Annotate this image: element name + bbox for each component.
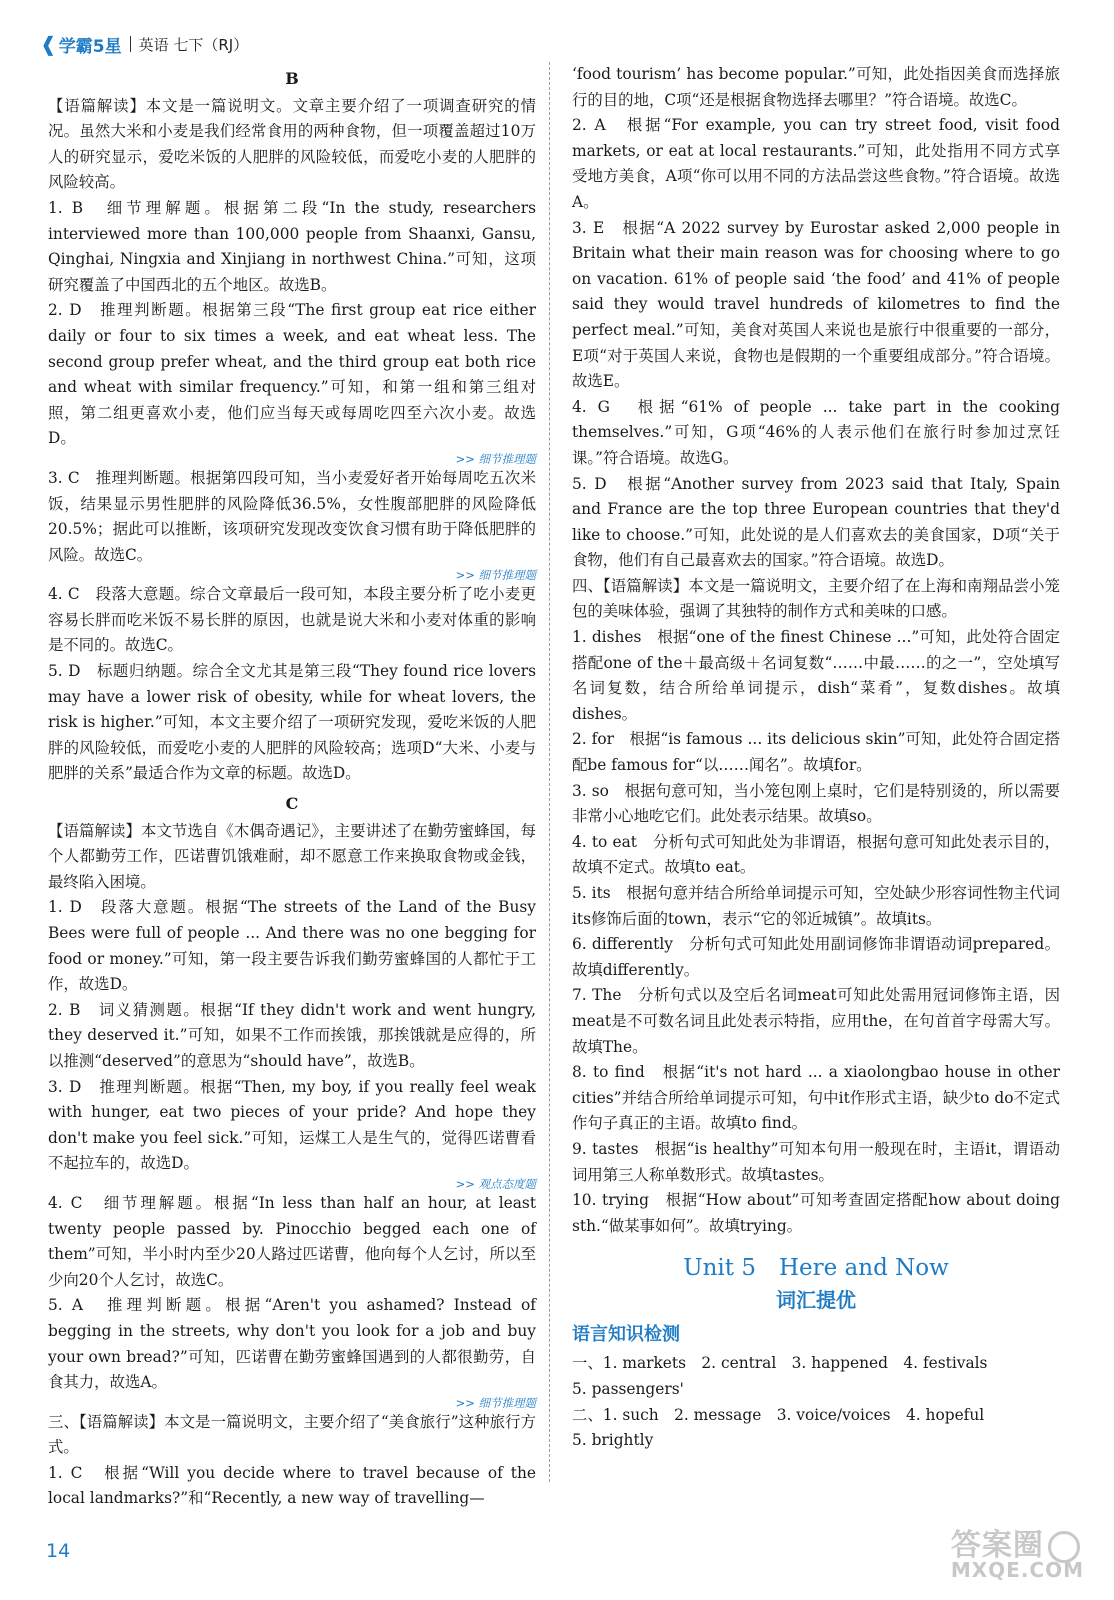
answer-paragraph: 6. differently 分析句式可知此处用副词修饰非谓语动词prepared。故填differently。 (572, 935, 1060, 979)
answer-paragraph: 四、【语篇解读】本文是一篇说明文，主要介绍了在上海和南翔品尝小笼包的美味体验，强调了其独特的制作方式和美味的口感。 (572, 576, 1060, 621)
section-title: B (285, 69, 299, 88)
unit-subtitle: 词汇提优 (776, 1288, 856, 1313)
answer-paragraph: 3. D 推理判断题。根据“Then, my boy, if you really feel weak with hunger, eat two pieces of your pride? And hope they don't make you feel sick.”可知，运煤工人是生气的，觉得匹诺曹看不起拉车的，故选D。 (48, 1077, 536, 1173)
header-separator (130, 36, 131, 52)
answer-paragraph: 9. tastes 根据“is healthy”可知本句用一般现在时，主语it，谓语动词用第三人称单数形式。故填tastes。 (572, 1139, 1060, 1184)
brand-name: 学霸5星 (58, 36, 122, 57)
answer-paragraph: 2. B 词义猜测题。根据“If they didn't work and went hungry, they deserved it.”可知，如果不工作而挨饿，那挨饿就是应得的，所以推测“deserved”的意思为“should have”，故选B。 (48, 1000, 536, 1070)
answer-paragraph: 1. C 根据“Will you decide where to travel because of the local landmarks?”和“Recently, a new way of travelling— (48, 1463, 536, 1508)
answer-paragraph: 4. C 段落大意题。综合文章最后一段可知，本段主要分析了吃小麦更容易长胖而吃米饭不易长胖的原因，也就是说大米和小麦对体重的影响是不同的。故选C。 (48, 585, 536, 655)
answer-paragraph: 3. so 根据句意可知，当小笼包刚上桌时，它们是特别烫的，所以需要非常小心地吃它们。此处表示结果。故填so。 (572, 781, 1060, 826)
answer-paragraph: 1. D 段落大意题。根据“The streets of the Land of the Busy Bees were full of people ... And there was no one begging for food or money.”可知，第一段主要告诉我们勤劳蜜蜂国的人都忙于工作，故选D。 (48, 898, 536, 994)
answer-paragraph: 8. to find 根据“it's not hard ... a xiaolongbao house in other cities”并结合所给单词提示可知，句中it作形式主语，缺少to do不定式作句子真正的主语。故填to find。 (572, 1063, 1060, 1133)
answer-paragraph: 5. brightly (572, 1431, 654, 1450)
question-type-tag: >> 细节推理题 (455, 1395, 536, 1410)
page-number: 14 (46, 1540, 71, 1562)
answer-paragraph: 2. for 根据“is famous ... its delicious skin”可知，此处符合固定搭配be famous for“以……闻名”。故填for。 (572, 730, 1060, 775)
question-type-tag: >> 细节推理题 (455, 568, 536, 583)
answer-paragraph: 1. dishes 根据“one of the finest Chinese ...”可知，此处符合固定搭配one of the＋最高级＋名词复数“……中最……的之一”，空处填写名词复数，结合所给单词提示，dish“菜肴”，复数dishes。故填dishes。 (572, 628, 1060, 723)
answer-paragraph: 5. D 标题归纳题。综合全文尤其是第三段“They found rice lovers may have a lower risk of obesity, while for wheat lovers, the risk is higher.”可知，本文主要介绍了一项研究发现，爱吃米饭的人肥胖的风险较低，而爱吃小麦的人肥胖的风险较高；选项D“大米、小麦与肥胖的关系”最适合作为文章的标题。故选D。 (48, 662, 536, 783)
answer-paragraph: 【语篇解读】本文是一篇说明文。文章主要介绍了一项调查研究的情况。虽然大米和小麦是我们经常食用的两种食物，但一项覆盖超过10万人的研究显示，爱吃米饭的人肥胖的风险较低，而爱吃小麦的人肥胖的风险较高。 (48, 96, 536, 192)
answer-paragraph: 4. G 根据“61% of people ... take part in the cooking themselves.”可知，G项“46%的人表示他们在旅行时参加过烹饪课。”符合语境。故选G。 (572, 397, 1060, 467)
block-heading: 语言知识检测 (572, 1324, 680, 1346)
answer-paragraph: 2. A 根据“For example, you can try street food, visit food markets, or eat at local restaurants.”可知，此处指用不同方式享受地方美食，A项“你可以用不同的方法品尝这些食物。”符合语境。故选A。 (572, 116, 1060, 211)
answer-paragraph: 5. A 推理判断题。根据“Aren't you ashamed? Instead of begging in the streets, why don't you look for a job and buy your own bread?”可知，匹诺曹在勤劳蜜蜂国遇到的人都很勤劳，自食其力，故选A。 (48, 1296, 536, 1392)
answer-paragraph: 5. its 根据句意并结合所给单词提示可知，空处缺少形容词性物主代词its修饰后面的town，表示“它的邻近城镇”。故填its。 (572, 884, 1060, 928)
answer-paragraph: 4. C 细节理解题。根据“In less than half an hour, at least twenty people passed by. Pinocchio begged each one of them”可知，半小时内至少20人路过匹诺曹，他向每个人乞讨，所以至少向20个人乞讨，故选C。 (48, 1193, 537, 1289)
answer-paragraph: 2. D 推理判断题。根据第三段“The first group eat rice either daily or four to six times a week, and eat wheat less. The second group prefer wheat, and the third group eat both rice and wheat with similar frequency.”可知，和第一组和第三组对照，第二组更喜欢小麦，他们应当每天或每周吃四至六次小麦。故选D。 (48, 301, 536, 448)
answer-paragraph: 10. trying 根据“How about”可知考查固定搭配how about doing sth.“做某事如何”。故填trying。 (572, 1191, 1060, 1235)
answer-paragraph: 3. E 根据“A 2022 survey by Eurostar asked 2,000 people in Britain what their main reason was for choosing where to go on vacation. 61% of people said ‘the food’ and 41% of people said they would travel hundreds of kilometres to find the perfect meal.”可知，美食对英国人来说也是旅行中很重要的一部分，E项“对于英国人来说，食物也是假期的一个重要组成部分。”符合语境。故选E。 (572, 218, 1060, 391)
left-column (48, 62, 536, 1512)
right-column (572, 62, 1060, 1454)
watermark (951, 1520, 1084, 1582)
brand-logo (40, 32, 122, 57)
question-type-tag: >> 观点态度题 (455, 1176, 536, 1191)
unit-title: Unit 5 Here and Now (683, 1255, 949, 1282)
answer-paragraph: 一、1. markets 2. central 3. happened 4. festivals (572, 1354, 988, 1373)
brand-feather-icon: ❰ (40, 32, 57, 56)
answer-paragraph: ‘food tourism’ has become popular.”可知，此处指因美食而选择旅行的目的地，C项“还是根据食物选择去哪里？”符合语境。故选C。 (572, 65, 1060, 109)
answer-paragraph: 7. The 分析句式以及空后名词meat可知此处需用冠词修饰主语，因meat是不可数名词且此处表示特指，应用the，在句首首字母需大写。故填The。 (572, 986, 1060, 1056)
answer-paragraph: 3. C 推理判断题。根据第四段可知，当小麦爱好者开始每周吃五次米饭，结果显示男性肥胖的风险降低36.5%，女性腹部肥胖的风险降低20.5%；据此可以推断，该项研究发现改变饮食习惯有助于降低肥胖的风险。故选C。 (48, 468, 536, 564)
header-subject: 英语 七下（RJ） (138, 35, 249, 54)
answer-paragraph: 5. passengers' (572, 1379, 684, 1398)
page-header (40, 30, 248, 58)
answer-paragraph: 5. D 根据“Another survey from 2023 said that Italy, Spain and France are the top three European countries that they'd like to choose.”可知，此处说的是人们喜欢去的美食国家，D项“关于食物，他们有自己最喜欢去的国家。”符合语境。故选D。 (572, 474, 1060, 570)
answer-paragraph: 二、1. such 2. message 3. voice/voices 4. hopeful (572, 1405, 985, 1424)
watermark-text: 答案圈 (950, 1528, 1044, 1563)
answer-paragraph: 1. B 细节理解题。根据第二段“In the study, researchers interviewed more than 100,000 people from Shaanxi, Gansu, Qinghai, Ningxia and Xinjiang in northwest China.”可知，这项研究覆盖了中国西北的五个地区。故选B。 (48, 198, 536, 294)
watermark-url: MXQE.COM (950, 1558, 1084, 1582)
answer-paragraph: 三、【语篇解读】本文是一篇说明文，主要介绍了“美食旅行”这种旅行方式。 (48, 1412, 536, 1457)
section-title: C (285, 794, 299, 814)
answer-paragraph: 4. to eat 分析句式可知此处为非谓语，根据句意可知此处表示目的，故填不定式。故填to eat。 (572, 832, 1060, 877)
answer-paragraph: 【语篇解读】本文节选自《木偶奇遇记》，主要讲述了在勤劳蜜蜂国，每个人都勤劳工作，匹诺曹饥饿难耐，却不愿意工作来换取食物或金钱，最终陷入困境。 (48, 821, 536, 891)
column-divider (549, 62, 550, 1482)
question-type-tag: >> 细节推理题 (455, 451, 536, 466)
